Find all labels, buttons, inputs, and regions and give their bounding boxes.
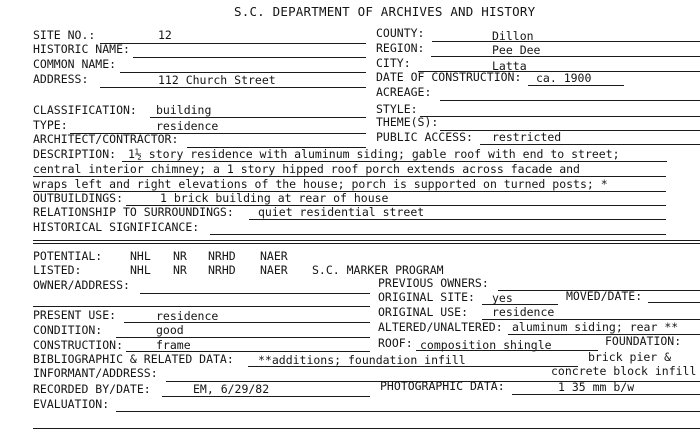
evaluation-line bbox=[116, 411, 700, 412]
evaluation-label: EVALUATION: bbox=[33, 397, 110, 411]
city-value: Latta bbox=[492, 59, 527, 73]
description-label: DESCRIPTION: bbox=[33, 147, 117, 161]
foundation-label: FOUNDATION: bbox=[605, 334, 682, 348]
site-no-label: SITE NO.: bbox=[33, 28, 96, 42]
bibliographic-line bbox=[248, 366, 578, 367]
address-value: 112 Church Street bbox=[158, 73, 276, 87]
present-use-value: residence bbox=[156, 309, 219, 323]
original-site-label: ORIGINAL SITE: bbox=[378, 290, 475, 304]
evaluation-line-2 bbox=[33, 428, 700, 429]
style-line bbox=[420, 116, 700, 117]
construction-value: frame bbox=[156, 338, 191, 352]
original-use-label: ORIGINAL USE: bbox=[378, 305, 469, 319]
foundation-value-1: brick pier & bbox=[588, 350, 672, 364]
site-no-line bbox=[100, 43, 366, 44]
acreage-label: ACREAGE: bbox=[376, 85, 432, 99]
condition-line bbox=[116, 337, 370, 338]
moved-date-line bbox=[648, 302, 700, 303]
altered-label: ALTERED/UNALTERED: bbox=[378, 320, 503, 334]
original-site-value: yes bbox=[492, 291, 513, 305]
public-access-value: restricted bbox=[492, 130, 562, 144]
altered-value: aluminum siding; rear ** bbox=[512, 320, 679, 334]
site-no-value: 12 bbox=[158, 28, 172, 42]
region-value: Pee Dee bbox=[492, 43, 541, 57]
listed-naer: NAER bbox=[260, 263, 288, 277]
relationship-label: RELATIONSHIP TO SURROUNDINGS: bbox=[33, 205, 234, 219]
region-line bbox=[431, 56, 700, 57]
potential-label: POTENTIAL: bbox=[33, 249, 103, 263]
county-line bbox=[432, 41, 700, 42]
themes-label: THEME(S): bbox=[376, 115, 439, 129]
address-line bbox=[100, 87, 366, 88]
outbuildings-label: OUTBUILDINGS: bbox=[33, 191, 124, 205]
photographic-line bbox=[512, 394, 700, 395]
description-line-2: central interior chimney; a 1 story hipped roof porch extends across facade and bbox=[33, 162, 580, 176]
type-label: TYPE: bbox=[33, 118, 68, 132]
public-access-label: PUBLIC ACCESS: bbox=[376, 130, 473, 144]
section-rule-top bbox=[33, 240, 700, 241]
owner-address-label: OWNER/ADDRESS: bbox=[33, 278, 130, 292]
bibliographic-value: **additions; foundation infill bbox=[258, 353, 466, 367]
city-label: CITY: bbox=[376, 56, 411, 70]
description-line-1: 1½ story residence with aluminum siding; gable roof with end to street; bbox=[128, 147, 620, 161]
style-label: STYLE: bbox=[376, 102, 418, 116]
region-label: REGION: bbox=[376, 41, 425, 55]
listed-label: LISTED: bbox=[33, 263, 82, 277]
county-label: COUNTY: bbox=[376, 26, 425, 40]
relationship-value: quiet residential street bbox=[258, 205, 425, 219]
type-value: residence bbox=[156, 119, 219, 133]
original-use-value: residence bbox=[492, 305, 555, 319]
bibliographic-label: BIBLIOGRAPHIC & RELATED DATA: bbox=[33, 352, 234, 366]
recorded-by-line bbox=[162, 396, 370, 397]
common-name-label: COMMON NAME: bbox=[33, 57, 117, 71]
architect-label: ARCHITECT/CONTRACTOR: bbox=[33, 132, 179, 146]
date-of-construction-label: DATE OF CONSTRUCTION: bbox=[376, 70, 522, 84]
historic-name-label: HISTORIC NAME: bbox=[33, 42, 130, 56]
construction-label: CONSTRUCTION: bbox=[33, 338, 124, 352]
potential-nrhd: NRHD bbox=[208, 249, 236, 263]
owner-address-line bbox=[140, 293, 370, 294]
foundation-value-2: concrete block infill bbox=[551, 364, 697, 378]
county-value: Dillon bbox=[492, 29, 534, 43]
photographic-value: 1 35 mm b/w bbox=[558, 380, 635, 394]
section-rule-top-2 bbox=[33, 243, 700, 244]
outbuildings-value: 1 brick building at rear of house bbox=[160, 191, 389, 205]
description-line-3: wraps left and right elevations of the house; porch is supported on turned posts; * bbox=[33, 177, 608, 191]
photographic-label: PHOTOGRAPHIC DATA: bbox=[380, 379, 505, 393]
public-access-line bbox=[480, 144, 700, 145]
sc-marker-label: S.C. MARKER PROGRAM bbox=[312, 263, 444, 277]
listed-nr: NR bbox=[173, 263, 187, 277]
classification-label: CLASSIFICATION: bbox=[33, 103, 137, 117]
present-use-label: PRESENT USE: bbox=[33, 308, 117, 322]
potential-nr: NR bbox=[173, 249, 187, 263]
potential-nhl: NHL bbox=[130, 249, 151, 263]
historical-significance-label: HISTORICAL SIGNIFICANCE: bbox=[33, 220, 200, 234]
relationship-line bbox=[249, 219, 666, 220]
listed-nhl: NHL bbox=[130, 263, 151, 277]
classification-value: building bbox=[156, 103, 212, 117]
informant-label: INFORMANT/ADDRESS: bbox=[33, 366, 158, 380]
recorded-by-label: RECORDED BY/DATE: bbox=[33, 382, 151, 396]
condition-value: good bbox=[156, 323, 184, 337]
recorded-by-value: EM, 6/29/82 bbox=[193, 382, 270, 396]
listed-nrhd: NRHD bbox=[208, 263, 236, 277]
historical-significance-line bbox=[210, 234, 666, 235]
moved-date-label: MOVED/DATE: bbox=[566, 289, 643, 303]
potential-naer: NAER bbox=[260, 249, 288, 263]
previous-owners-label: PREVIOUS OWNERS: bbox=[378, 276, 489, 290]
historic-name-line bbox=[133, 57, 366, 58]
owner-address-line-2 bbox=[33, 306, 370, 307]
classification-line bbox=[150, 117, 366, 118]
condition-label: CONDITION: bbox=[33, 323, 103, 337]
roof-line bbox=[416, 350, 598, 351]
themes-line bbox=[440, 130, 700, 131]
date-of-construction-value: ca. 1900 bbox=[536, 71, 592, 85]
roof-value: composition shingle bbox=[420, 338, 552, 352]
date-of-construction-line bbox=[528, 85, 624, 86]
acreage-line bbox=[440, 100, 700, 101]
roof-label: ROOF: bbox=[378, 336, 413, 350]
form-title: S.C. DEPARTMENT OF ARCHIVES AND HISTORY bbox=[234, 4, 536, 19]
address-label: ADDRESS: bbox=[33, 72, 89, 86]
